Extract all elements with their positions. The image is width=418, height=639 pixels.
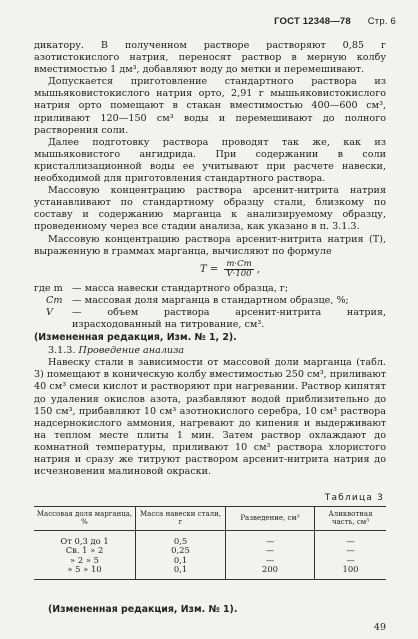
edit-note: (Измененная редакция, Изм. № 1). (48, 604, 238, 615)
paragraph: дикатору. В полученном растворе растворяют 0,85 г азотистокислого натрия, переносят раствор в мерную колбу вместимостью 1 дм³, добавляют воду до метки и перемешивают. (34, 40, 386, 76)
table-cell: — (315, 556, 387, 566)
paragraph: Массовую концентрацию раствора арсенит-нитрита натрия (T), выраженную в граммах марганца, вычисляют по формуле (34, 233, 386, 257)
formula-numerator: m·Cm (226, 258, 252, 269)
table-row (34, 565, 386, 579)
definition-text: — объем раствора арсенит-нитрита натрия, израсходованный на титрование, см³. (72, 306, 386, 330)
table-cell: От 0,3 до 1 (60, 535, 109, 546)
definition-row (34, 283, 386, 295)
table-cell: — (226, 546, 315, 556)
table-cell: — (315, 546, 387, 556)
table-cell: 0,1 (136, 556, 226, 566)
definition-symbol: Cm (46, 294, 63, 306)
paragraph: Навеску стали в зависимости от массовой доли марганца (табл. 3) помещают в коническую колбу вместимостью 250 см³, приливают 40 см³ смеси кислот и растворяют при нагревании. Раствор кипятят до удаления окислов азота, разбавляют водой приблизительно до 150 см³, прибавляют 10 см³ азотнокислого серебра, 10 см³ раствора надсернокислого аммония, нагревают до кипения и выдерживают на теплом месте плиты 1 мин. Затем раствор охлаждают до комнатной температуры, приливают 10 см³ раствора хлористого натрия и сразу же титруют раствором арсенит-нитрита натрия до исчезновения малиновой окраски. (34, 357, 386, 478)
formula-fraction (224, 260, 253, 279)
body-text (34, 40, 386, 478)
table-cell: 200 (226, 565, 315, 579)
section-number: 3.1.3. (48, 345, 76, 357)
column-header: Аликвотная часть, см³ (315, 507, 387, 531)
table-cell: 0,1 (136, 565, 226, 579)
definition-row (34, 295, 386, 307)
page-header (274, 16, 396, 27)
definition-text: — масса навески стандартного образца, г; (72, 282, 289, 294)
table-header-row (34, 507, 386, 531)
standard-number: ГОСТ 12348—78 (274, 16, 351, 27)
paragraph: Далее подготовку раствора проводят так же, как из мышьяковистого ангидрида. При содержании в соли кристаллизационной воды ее учитывают при расчете навески, необходимой для приготовления стандартного раствора. (34, 136, 386, 185)
column-header: Разведение, см³ (226, 507, 315, 531)
data-table (34, 506, 386, 580)
definition-text: — массовая доля марганца в стандартном образце, %; (72, 294, 349, 306)
column-header: Масса навески стали, г (136, 507, 226, 531)
paragraph: Допускается приготовление стандартного раствора из мышьяковистокислого натрия орто, 2,91 г мышьяковистокислого натрия орто помещают в стакан вместимостью 400—600 см³, приливают 120—150 см³ воды и перемешивают до полного растворения соли. (34, 76, 386, 136)
formula-denominator: V·100 (226, 268, 252, 279)
formula-tail: , (256, 263, 261, 275)
table-cell: 100 (315, 565, 387, 579)
table-cell: Св. 1 » 2 (65, 545, 104, 556)
definition-symbol: V (46, 306, 53, 318)
table-cell: — (226, 556, 315, 566)
section-title: Проведение анализа (78, 345, 185, 357)
table-cell: » 2 » 5 (70, 554, 99, 565)
formula (74, 260, 386, 279)
table-caption: Таблица 3 (324, 493, 384, 503)
table-row (34, 530, 386, 546)
table-cell: — (226, 530, 315, 546)
definition-row (34, 307, 386, 331)
definition-symbol: где m (34, 282, 63, 294)
table-cell: 0,25 (136, 546, 226, 556)
table-cell: — (315, 530, 387, 546)
column-header: Массовая доля марганца, % (34, 507, 136, 531)
definitions (34, 283, 386, 331)
page-number: 49 (373, 622, 386, 633)
edit-note: (Измененная редакция, Изм. № 1, 2). (34, 332, 237, 344)
table-cell: » 5 » 10 (34, 565, 136, 579)
table-cell: 0,5 (136, 530, 226, 546)
paragraph: Массовую концентрацию раствора арсенит-нитрита натрия устанавливают по стандартному образцу стали, близкому по составу и содержанию марганца к анализируемому образцу, проведенному через все стадии анализа, как указано в п. 3.1.3. (34, 185, 386, 233)
header-page-label: Стр. 6 (367, 16, 396, 27)
formula-lhs: T = (199, 263, 219, 275)
section-heading (34, 345, 386, 357)
